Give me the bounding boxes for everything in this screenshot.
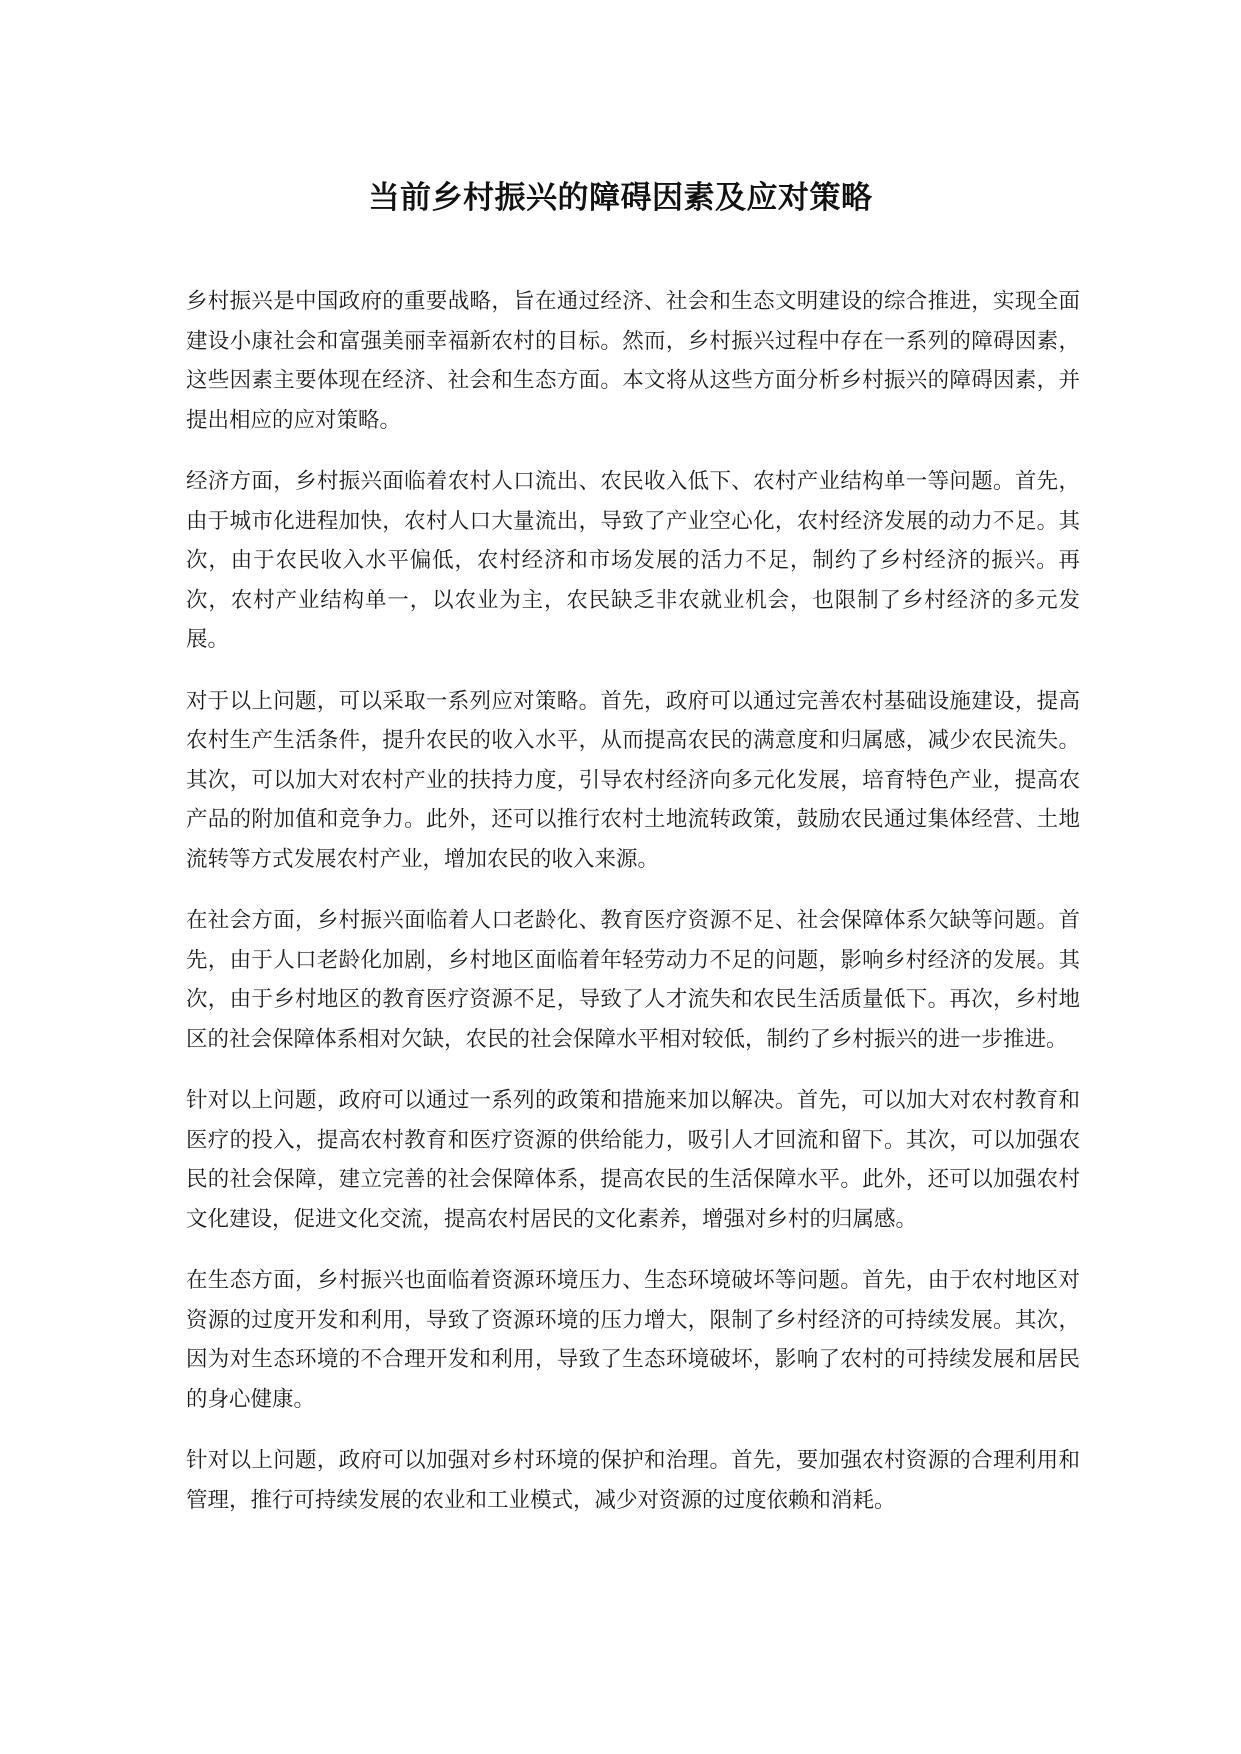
paragraph-social-strategies: 针对以上问题，政府可以通过一系列的政策和措施来加以解决。首先，可以加大对农村教育和医疗的投入，提高农村教育和医疗资源的供给能力，吸引人才回流和留下。其次，可以加强农民的社会保障，建立完善的社会保障体系，提高农民的生活保障水平。此外，还可以加强农村文化建设，促进文化交流，提高农村居民的文化素养，增强对乡村的归属感。: [186, 1088, 1080, 1232]
paragraph-economic-issues: 经济方面，乡村振兴面临着农村人口流出、农民收入低下、农村产业结构单一等问题。首先，由于城市化进程加快，农村人口大量流出，导致了产业空心化，农村经济发展的动力不足。其次，由于农民收入水平偏低，农村经济和市场发展的活力不足，制约了乡村经济的振兴。再次，农村产业结构单一，以农业为主，农民缺乏非农就业机会，也限制了乡村经济的多元发展。: [186, 469, 1080, 652]
document-title: 当前乡村振兴的障碍因素及应对策略: [368, 180, 873, 216]
paragraph-social-issues: 在社会方面，乡村振兴面临着人口老龄化、教育医疗资源不足、社会保障体系欠缺等问题。首先，由于人口老龄化加剧，乡村地区面临着年轻劳动力不足的问题，影响乡村经济的发展。其次，由于乡村地区的教育医疗资源不足，导致了人才流失和农民生活质量低下。再次，乡村地区的社会保障体系相对欠缺，农民的社会保障水平相对较低，制约了乡村振兴的进一步推进。: [186, 908, 1080, 1052]
paragraph-economic-strategies: 对于以上问题，可以采取一系列应对策略。首先，政府可以通过完善农村基础设施建设，提高农村生产生活条件，提升农民的收入水平，从而提高农民的满意度和归属感，减少农民流失。其次，可以加大对农村产业的扶持力度，引导农村经济向多元化发展，培育特色产业，提高农产品的附加值和竞争力。此外，还可以推行农村土地流转政策，鼓励农民通过集体经营、土地流转等方式发展农村产业，增加农民的收入来源。: [186, 688, 1080, 872]
document-body: [186, 282, 1080, 1542]
paragraph-ecological-issues: 在生态方面，乡村振兴也面临着资源环境压力、生态环境破坏等问题。首先，由于农村地区对资源的过度开发和利用，导致了资源环境的压力增大，限制了乡村经济的可持续发展。其次，因为对生态环境的不合理开发和利用，导致了生态环境破坏，影响了农村的可持续发展和居民的身心健康。: [186, 1268, 1080, 1412]
paragraph-intro: 乡村振兴是中国政府的重要战略，旨在通过经济、社会和生态文明建设的综合推进，实现全面建设小康社会和富强美丽幸福新农村的目标。然而，乡村振兴过程中存在一系列的障碍因素，这些因素主要体现在经济、社会和生态方面。本文将从这些方面分析乡村振兴的障碍因素，并提出相应的应对策略。: [186, 289, 1080, 433]
paragraph-ecological-strategies: 针对以上问题，政府可以加强对乡村环境的保护和治理。首先，要加强农村资源的合理利用和管理，推行可持续发展的农业和工业模式，减少对资源的过度依赖和消耗。: [186, 1448, 1080, 1513]
